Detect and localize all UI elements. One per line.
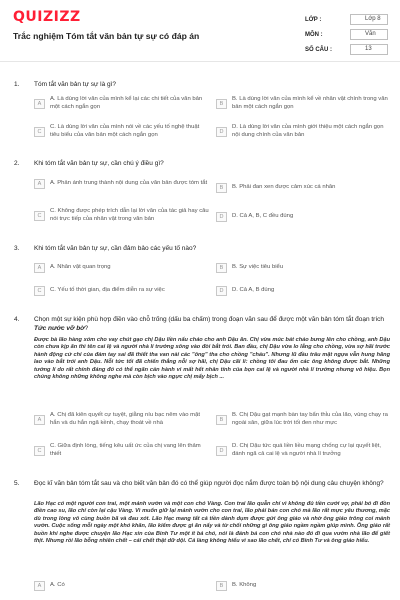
question-text: Đọc kĩ văn bản tóm tắt sau và cho biết văn bản đó có thể giúp người đọc nắm được toàn bộ nội dung câu chuyện không? <box>34 480 384 487</box>
option-letter: A <box>34 263 45 273</box>
option-letter: A <box>34 581 45 591</box>
option-3c[interactable] <box>34 286 210 296</box>
reading-passage: Lão Hạc có một người con trai, một mảnh vườn và một con chó Vàng. Con trai lão quẫn chí vì không đủ tiền cưới vợ, phải bỏ đi đồn điền cao su, lão chỉ còn lại cậu Vàng. Vì muốn giữ lại mảnh vườn cho con trai, lão phải bán con chó mà lão rất mực yêu thương, mặc dù trong lòng vô cùng buồn bã và đau xót. Lão Hạc mang tất cả tiền dành dụm được gửi ông giáo và nhờ ông giáo trông coi mảnh vườn. Cuộc sống mỗi ngày một khó khăn, lão kiếm được gì ăn nấy và từ chối những gì ông giáo ngầm ngầm giúp mình. Ông giáo rất buồn khi nghe được chuyện lão Hạc xin của Binh Tư một ít bả chó, nói là đánh bả con chó nhà nào đó đi qua vườn nhà lão để giết thịt. Nhưng rồi lão bỗng nhiên chết – cái chết thật dữ dội. Cả làng không hiểu vì sao lão chết, chỉ có Binh Tư và ông giáo hiểu. <box>34 501 390 545</box>
meta-value: 13 <box>350 44 388 55</box>
option-letter: B <box>216 581 227 591</box>
quizizz-logo: QUIZIZZ <box>13 9 81 25</box>
meta-label: MÔN : <box>305 32 323 38</box>
meta-class <box>0 14 400 28</box>
question-text: Khi tóm tắt văn bản tự sự, cần đảm bảo các yếu tố nào? <box>34 245 197 252</box>
question-number: 4. <box>14 316 20 323</box>
option-letter: D <box>216 127 227 137</box>
option-text: C. Là dùng lời văn của mình nói về các yếu tố nghệ thuật tiêu biểu của văn bản một cách ngắn gọn <box>50 124 200 138</box>
page-title: Trắc nghiệm Tóm tắt văn bản tự sự có đáp án <box>13 31 200 41</box>
option-letter: D <box>216 446 227 456</box>
option-4d[interactable] <box>216 443 392 459</box>
meta-count <box>0 44 400 58</box>
option-2b[interactable] <box>216 183 392 193</box>
reading-passage: Được bà lão hàng xóm cho vay chút gạo chị Dậu liền nấu cháo cho anh Dậu ăn. Chị vừa múc bát cháo bưng lên cho chồng, anh Dậu còn chưa kịp ăn thì tên cai lệ và người nhà lí trưởng xông vào đòi bắt trói. Ban đầu, chị Dậu vừa lo lắng cho chồng, vừa sợ hãi trước hành động cứ chỉ của đám tay sai đã thiết tha van nài các "ông" tha cho chồng "cháu". Nhưng lũ đầu trâu mặt ngựa vẫn hung hăng lao vào bắt trói anh Dậu. Nỗi tức tối đã chiến thắng nỗi sợ hãi, chị Dậu cãi lí: chồng tôi đau ốm các ông không được bắt. Những tưởng lí do rất chính đáng đó có thể ngăn cản hành vi mất hết nhân tính của bọn cai lệ và người nhà lí trưởng nhưng vô hiệu. Bọn chúng không những không nghe mà còn bịch vào ngực chị mấy bịch ... <box>34 337 390 381</box>
meta-subject <box>0 29 400 43</box>
option-text: D. Cả A, B đúng <box>232 287 275 294</box>
question-number: 3. <box>14 245 20 252</box>
option-text: D. Chị Dậu tức quá liền liều mạng chống cự lại quyết liệt, đánh ngã cả cai lệ và người nhà lí trưởng <box>232 443 382 457</box>
option-letter: C <box>34 286 45 296</box>
option-letter: B <box>216 99 227 109</box>
question-text: Tóm tắt văn bản tự sự là gì? <box>34 81 117 88</box>
option-letter: B <box>216 415 227 425</box>
excerpt-title: Tức nước vỡ bờ <box>34 324 85 332</box>
option-letter: B <box>216 183 227 193</box>
worksheet-header <box>0 0 400 62</box>
option-2c[interactable] <box>34 208 210 224</box>
option-text: C. Yếu tố thời gian, địa điểm diễn ra sự việc <box>50 287 165 294</box>
option-5a[interactable] <box>34 581 210 591</box>
option-4b[interactable] <box>216 412 392 428</box>
option-4a[interactable] <box>34 412 210 428</box>
option-1a[interactable] <box>34 96 210 112</box>
meta-value: Văn <box>350 29 388 40</box>
option-text: B. Sự việc tiêu biểu <box>232 264 284 271</box>
option-letter: B <box>216 263 227 273</box>
question-number: 1. <box>14 81 20 88</box>
option-1c[interactable] <box>34 124 210 140</box>
question-text: Khi tóm tắt văn bản tự sự, cần chú ý điều gì? <box>34 160 164 167</box>
option-text: C. Không được phép trích dẫn lại lời văn của tác giả hay câu nói trực tiếp của nhân vật trong văn bản <box>50 208 209 222</box>
option-text: A. Chị đã kiên quyết cự tuyệt, giằng níu bạc nêm vào mặt hắn và du hắn ngã kềnh, chạy thoát về nhà <box>50 412 200 426</box>
option-letter: D <box>216 286 227 296</box>
option-text: B. Chị Dậu gạt mạnh bàn tay bẩn thỉu của lão, vùng chạy ra ngoài sân, giữa lúc trời tối đen như mực <box>232 412 388 426</box>
option-letter: C <box>34 127 45 137</box>
option-4c[interactable] <box>34 443 210 459</box>
question-text-end: ? <box>84 324 89 332</box>
option-letter: D <box>216 212 227 222</box>
option-2d[interactable] <box>216 212 392 222</box>
option-1d[interactable] <box>216 124 392 140</box>
option-3d[interactable] <box>216 286 392 296</box>
question-text-main: Chọn một sự kiện phù hợp điền vào chỗ trống (dấu ba chấm) trong đoạn văn sau để được một văn bản tóm tắt đoạn trích <box>34 316 385 323</box>
option-text: A. Nhân vật quan trọng <box>50 264 111 271</box>
option-text: C. Giữa định lòng, tiếng kêu uất ức của chị vang lên thảm thiết <box>50 443 201 457</box>
option-letter: A <box>34 179 45 189</box>
option-letter: A <box>34 415 45 425</box>
meta-label: SỐ CÂU : <box>305 47 332 53</box>
option-3a[interactable] <box>34 263 210 273</box>
option-text: A. Là dùng lời văn của mình kể lại các chi tiết của văn bản một cách ngắn gọn <box>50 96 203 110</box>
option-text: A. Phản ánh trung thành nội dung của văn bản được tóm tắt <box>50 180 208 187</box>
option-5b[interactable] <box>216 581 392 591</box>
question-number: 5. <box>14 480 20 487</box>
option-1b[interactable] <box>216 96 392 112</box>
option-2a[interactable] <box>34 179 210 189</box>
question-number: 2. <box>14 160 20 167</box>
option-text: B. Không <box>232 582 257 589</box>
option-text: B. Phải đan xen được cảm xúc cá nhân <box>232 184 336 191</box>
option-text: A. Có <box>50 582 65 589</box>
option-text: B. Là dùng lời văn của mình kể về nhân vật chính trong văn bản một cách ngắn gọn <box>232 96 388 110</box>
meta-value: Lớp 8 <box>350 14 388 25</box>
option-text: D. Là dùng lời văn của mình giới thiệu một cách ngắn gọn nội dung chính của văn bản <box>232 124 384 138</box>
option-letter: A <box>34 99 45 109</box>
option-letter: C <box>34 211 45 221</box>
question-text <box>34 316 390 333</box>
option-text: D. Cả A, B, C đều đúng <box>232 213 294 220</box>
option-3b[interactable] <box>216 263 392 273</box>
meta-label: LỚP : <box>305 17 322 23</box>
option-letter: C <box>34 446 45 456</box>
